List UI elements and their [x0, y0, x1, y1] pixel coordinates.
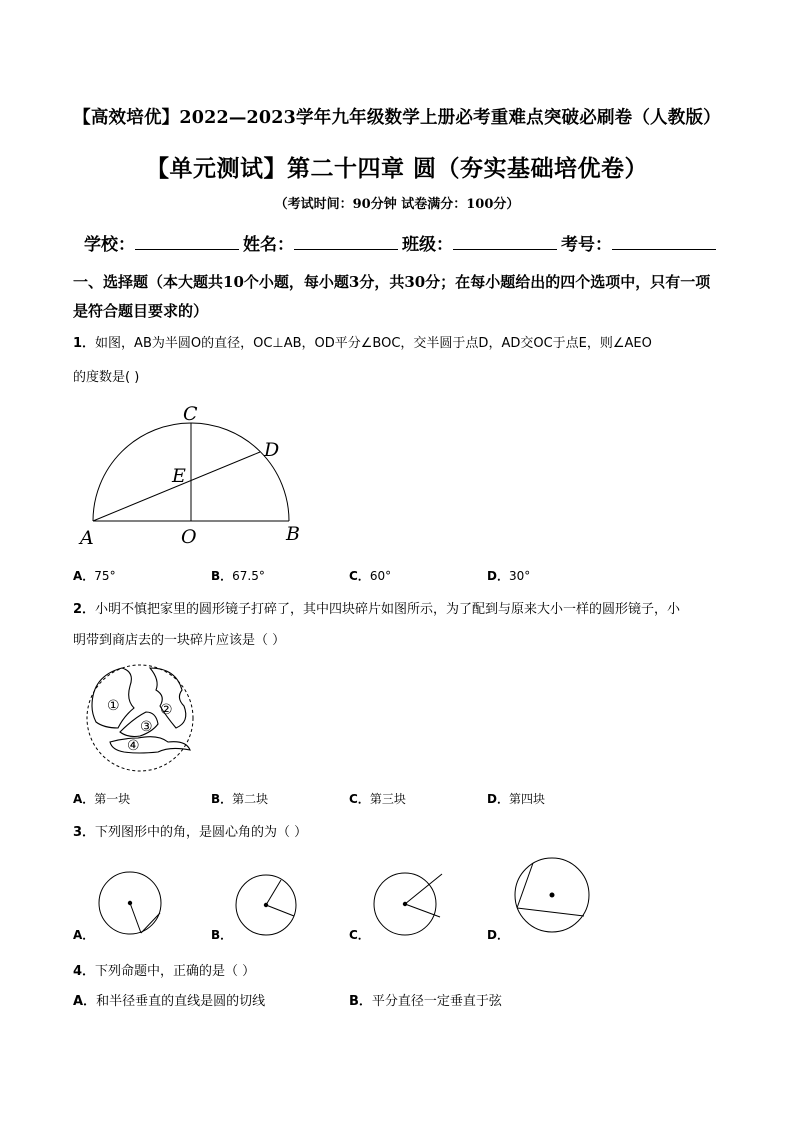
label-a: A	[80, 527, 94, 549]
q1-option-d[interactable]: D．30°	[487, 569, 531, 583]
q2-option-a[interactable]: A．第一块	[73, 792, 131, 806]
question-1-text: 如图，AB为半圆O的直径，OC⊥AB，OD平分∠BOC，交半圆于点D，AD交OC于点E，则∠AEO	[95, 336, 652, 351]
label-c: C	[183, 403, 198, 425]
circle-b-center	[264, 903, 268, 907]
q3-option-c[interactable]: C．	[349, 928, 370, 942]
exam-info: （考试时间：90分钟 试卷满分：100分）	[274, 197, 520, 212]
question-4-line1	[73, 960, 255, 979]
q2-option-c[interactable]: C．第三块	[349, 792, 406, 806]
label-b: B	[286, 523, 300, 545]
circle-a-ray-2	[141, 913, 160, 933]
question-3-number: 3．	[73, 825, 96, 840]
question-4-text: 下列命题中，正确的是（ ）	[95, 964, 256, 979]
label-d: D	[264, 439, 280, 461]
label-piece-1: ①	[107, 698, 120, 714]
class-label: 班级：	[402, 235, 453, 255]
q1-option-a[interactable]: A．75°	[73, 569, 116, 583]
q3-option-a[interactable]: A．	[73, 928, 95, 942]
circle-c-center	[403, 902, 407, 906]
question-2-line2: 明带到商店去的一块碎片应该是（ ）	[73, 633, 286, 648]
question-1-number: 1．	[73, 336, 96, 351]
circle-c-ray-1	[405, 874, 442, 904]
question-2-text: 小明不慎把家里的圆形镜子打碎了，其中四块碎片如图所示，为了配到与原来大小一样的圆形镜子，小	[95, 602, 681, 617]
q2-option-d[interactable]: D．第四块	[487, 792, 545, 806]
q1-option-c[interactable]: C．60°	[349, 569, 392, 583]
circle-a-ray-1	[130, 903, 141, 933]
school-label: 学校：	[84, 235, 135, 255]
series-title: 【高效培优】2022—2023学年九年级数学上册必考重难点突破必刷卷（人教版）	[73, 108, 721, 128]
name-label: 姓名：	[243, 235, 294, 255]
circle-b-ray-1	[266, 880, 281, 905]
question-1-line2: 的度数是( )	[73, 370, 140, 385]
q4-option-b[interactable]: B．平分直径一定垂直于弦	[349, 994, 502, 1009]
section-heading: 一、选择题（本大题共10个小题，每小题3分，共30分；在每小题给出的四个选项中，只有一项是符合题目要求的）	[73, 273, 711, 320]
question-4-number: 4．	[73, 964, 96, 979]
label-piece-3: ③	[140, 719, 153, 735]
question-2-number: 2．	[73, 602, 96, 617]
q1-option-b[interactable]: B．67.5°	[211, 569, 265, 583]
circle-d-chord-2	[517, 908, 584, 916]
q3-option-b[interactable]: B．	[211, 928, 233, 942]
q3-option-d[interactable]: D．	[487, 928, 509, 942]
exam-number-label: 考号：	[561, 235, 612, 255]
q2-option-b[interactable]: B．第二块	[211, 792, 269, 806]
circle-a-center	[128, 901, 132, 905]
q4-option-a[interactable]: A．和半径垂直的直线是圆的切线	[73, 994, 266, 1009]
circle-b-ray-2	[266, 905, 294, 916]
label-e: E	[172, 465, 186, 487]
question-3-text: 下列图形中的角，是圆心角的为（ ）	[95, 825, 308, 840]
unit-title: 【单元测试】第二十四章 圆（夯实基础培优卷）	[145, 155, 648, 182]
label-piece-4: ④	[127, 738, 140, 754]
circle-d-center	[550, 893, 555, 898]
label-piece-2: ②	[160, 702, 173, 718]
circle-c-ray-2	[405, 904, 440, 917]
label-o: O	[181, 526, 197, 548]
